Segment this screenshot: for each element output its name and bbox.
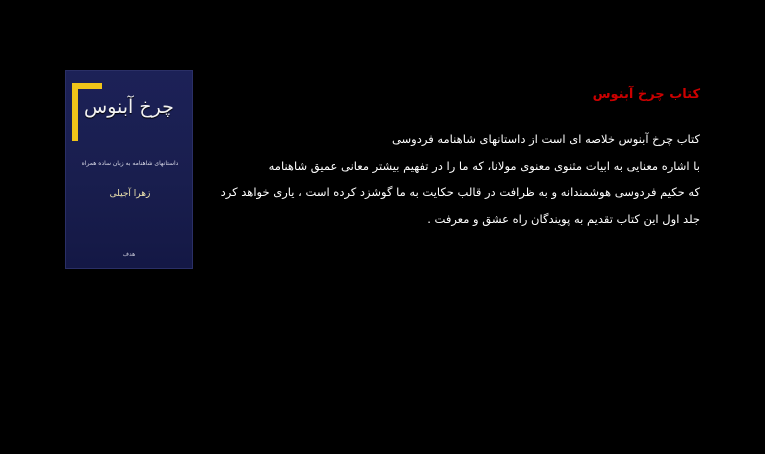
description-line: با اشاره معنایی به ابیات مثنوی معنوی مولانا، که ما را در تفهیم بیشتر معانی عمیق شاهنامه: [268, 158, 700, 173]
description-line: جلد اول این کتاب تقدیم به پویندگان راه عشق و معرفت .: [427, 211, 700, 226]
page-title: کتاب چرخ آبنوس: [592, 87, 700, 102]
cover-subtitle: داستانهای شاهنامه به زبان ساده همراه: [81, 160, 179, 167]
cover-title: چرخ آبنوس: [84, 96, 174, 118]
cover-author: زهرا آجیلی: [109, 189, 151, 199]
cover-publisher: هدف: [122, 251, 136, 258]
content-block: [135, 86, 765, 232]
description-line: کتاب چرخ آبنوس خلاصه ای است از داستانهای شاهنامه فردوسی: [391, 132, 700, 147]
description-line: که حکیم فردوسی هوشمندانه و به ظرافت در قالب حکایت به ما گوشزد کرده است ، یاری خواهد کرد: [220, 185, 700, 200]
